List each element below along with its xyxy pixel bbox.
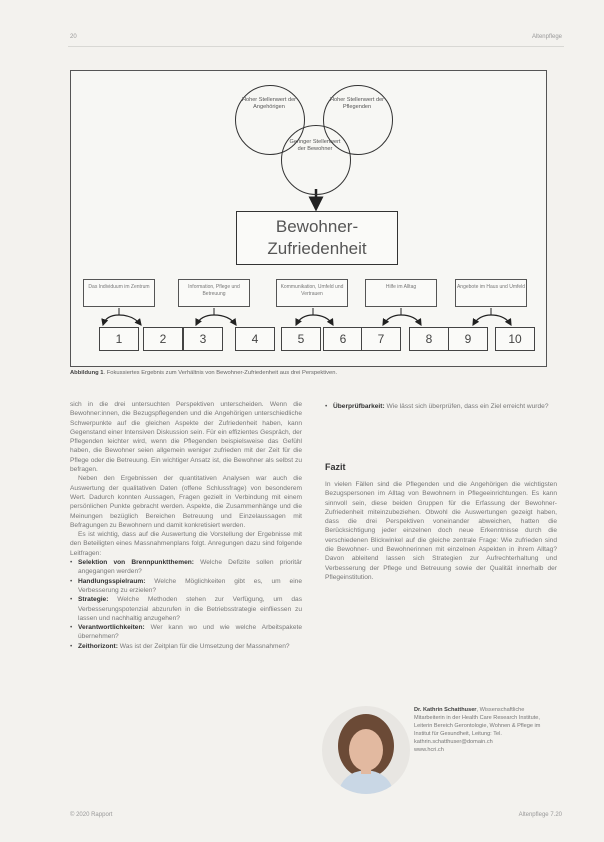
bullet-item (325, 402, 557, 411)
number-box-2: 2 (143, 327, 183, 351)
circle-label-angehoerige: Hoher Stellenwert der Angehörigen (241, 97, 297, 110)
caption-label: Abbildung 1 (70, 370, 104, 376)
number-box-8: 8 (409, 327, 449, 351)
circle-label-bewohner: Geringer Stellenwert der Bewohner (289, 139, 341, 152)
figure-caption (70, 370, 550, 376)
bullet-title: Zeithorizont: (78, 642, 118, 650)
bullet-text: Welche Methoden stehen zur Verfügung, um das Verbesserungspotenzial abzurufen in die Betriebsstrategie einfliessen zu lassen und nachhaltig anzugehen? (78, 596, 302, 622)
bullet-item (70, 558, 302, 577)
circle-bewohner (281, 125, 351, 195)
category-box-5: Angebote im Haus und Umfeld (455, 279, 527, 307)
bullet-text: Wer kann wo und wie welche Arbeitspakete übernehmen? (78, 624, 302, 641)
category-box-2: Information, Pflege und Betreuung (178, 279, 250, 307)
bullet-item (70, 595, 302, 623)
number-box-9: 9 (448, 327, 488, 351)
bullet-item (70, 623, 302, 642)
bullet-text: Welche Defizite sollen prioritär angegangen werden? (78, 559, 303, 576)
right-column-top (325, 402, 557, 411)
fazit-heading: Fazit (325, 462, 346, 472)
category-box-3: Kommunikation, Umfeld und Vertrauen (276, 279, 348, 307)
number-box-7: 7 (361, 327, 401, 351)
category-box-4: Hilfe im Alltag (365, 279, 437, 307)
body-paragraph-3: Es ist wichtig, dass auf die Auswertung die Vorstellung der Ergebnisse mit den Beteiligten eines Massnahmenplans folgt. Anregungen dazu sind folgende Leitfragen: (70, 531, 302, 557)
bullet-title: Verantwortlichkeiten: (78, 624, 145, 632)
author-email: kathrin.schatthuser@domain.ch (414, 739, 493, 745)
number-box-5: 5 (281, 327, 321, 351)
author-name: Dr. Kathrin Schatthuser (414, 707, 477, 713)
number-box-4: 4 (235, 327, 275, 351)
number-box-3: 3 (183, 327, 223, 351)
footer-right: Altenpflege 7.20 (518, 812, 562, 818)
footer-left: © 2020 Rapport (70, 812, 113, 818)
bullet-item (70, 577, 302, 596)
author-web: www.hcri.ch (414, 747, 444, 753)
circle-label-pflegende: Hoher Stellenwert der Pflegenden (329, 97, 385, 110)
author-bio-text: , Wissenschaftliche Mitarbeiterin in der Health Care Research Institute, Leiterin Bereich Gerontologie, Wohnen & Pflege im Institut für Gesundheit, Leitung: Tel. (414, 707, 541, 737)
author-photo (322, 706, 410, 794)
page-number: 20 (70, 34, 77, 40)
figure-diagram (70, 70, 547, 367)
bullet-title: Selektion von Brennpunktthemen: (78, 559, 194, 567)
bullet-text: Was ist der Zeitplan für die Umsetzung der Massnahmen? (117, 642, 290, 650)
header-rule (68, 46, 564, 47)
center-title-line1: Bewohner- (275, 217, 359, 236)
number-box-10: 10 (495, 327, 535, 351)
bullet-text: Wie lässt sich überprüfen, dass ein Ziel erreicht wurde? (384, 403, 549, 410)
body-paragraph-1: sich in die drei untersuchten Perspektiven unterscheiden. Wenn die Bewohner:innen, die Bezugspflegenden und die Angehörigen unterschiedliche Schwerpunkte auf die gleichen Aspekte der Zufriedenheit haben, kann Gegenstand einer Intensiven Diskussion sein. Für ein effizientes Gespräch, der Pflegenden leichter wird, wenn die Pflegenden beispielsweise das Gefühl haben, die Bewohner seien allgemein weniger zufrieden mit der Zeit für die Pflege oder die Betreuung. Ein wichtiger Ansatz ist, die Bewohner als selbst zu befragen. (70, 401, 302, 474)
bullet-item (70, 642, 302, 651)
fazit-paragraph: In vielen Fällen sind die Pflegenden und die Angehörigen die wichtigsten Bezugspersonen im Alltag von Bewohnern in Pflegeeinrichtungen. Es kann sinnvoll sein, diese beiden Gruppen für die Erfassung der Bewohner-Zufriedenheit miteinzubeziehen. Obwohl die Auswertungen gezeigt haben, dass die drei Perspektiven voneinander abweichen, hatten die Berücksichtigung jeder einzelnen doch neue Erkenntnisse durch die verschiedenen Blickwinkel auf die gleiche zentrale Frage: Wie zufrieden sind die Bewohner- und Bewohnerinnen mit einzelnen Aspekten in ihrem Alltag? Davon ableitend lassen sich Strategien zur Aufrechterhaltung und Verbesserung der Pflege und Betreuung sowie der Qualität innerhalb der Pflegeinstitution. (325, 481, 557, 581)
author-bio (414, 706, 552, 754)
bewohner-zufriedenheit-box (236, 211, 398, 265)
bullet-title: Überprüfbarkeit: (333, 403, 385, 410)
running-header: Altenpflege (531, 34, 562, 40)
bullet-title: Strategie: (78, 596, 109, 604)
bullet-title: Handlungsspielraum: (78, 577, 146, 585)
left-column (70, 400, 302, 651)
number-box-6: 6 (323, 327, 363, 351)
center-title-line2: Zufriedenheit (267, 239, 367, 258)
category-box-1: Das Individuum im Zentrum (83, 279, 155, 307)
number-box-1: 1 (99, 327, 139, 351)
caption-text: . Fokussiertes Ergebnis zum Verhältnis von Bewohner-Zufriedenheit aus drei Perspektiven. (103, 370, 338, 376)
body-paragraph-2: Neben den Ergebnissen der quantitativen Analysen war auch die Auswertung der qualitativen Daten (offene Schlussfrage) von besonderem Wert. Dadurch konnten Aussagen, Fragen gezielt in Verbindung mit einem persönlichen Punkte gebracht werden. Aspekte, die Zusammenhänge und die Meinungen bezüglich Bereichen Betreuung und Einzelaussagen mit Befragungen zu Bewohnern und damit konkretisiert werden. (70, 475, 302, 529)
bullet-text: Welche Möglichkeiten gibt es, um eine Verbesserung zu erzielen? (78, 577, 302, 594)
